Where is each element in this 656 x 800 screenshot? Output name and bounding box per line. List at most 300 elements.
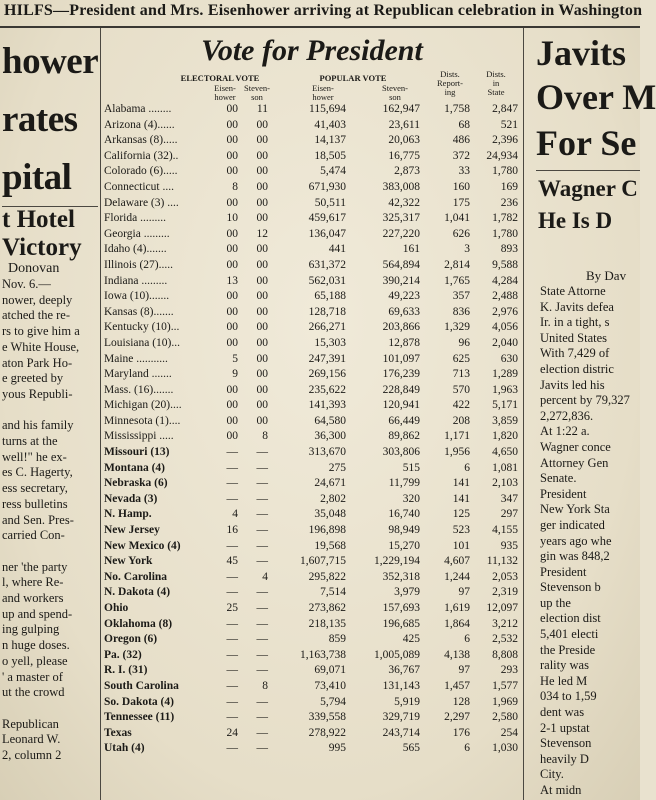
districts-in-state-cell: 1,969 [492,695,518,708]
table-row [102,227,522,243]
left-body-line: Leonard W. [2,732,61,747]
table-row [102,352,522,368]
districts-reporting-cell: 96 [458,336,470,349]
districts-in-state-cell: 236 [500,196,518,209]
districts-in-state-cell: 630 [500,352,518,365]
right-body-line: ger indicated [540,517,605,532]
state-name-cell: South Carolina [104,679,179,692]
popular-eisenhower-cell: 136,047 [308,227,346,240]
districts-reporting-cell: 372 [452,149,470,162]
state-name-cell: Kentucky (10)... [104,321,180,334]
left-body-line: and Sen. Pres- [2,512,74,527]
districts-reporting-cell: 4,138 [444,648,470,661]
electoral-eisenhower-cell: — [226,570,238,583]
districts-reporting-cell: 1,171 [444,430,470,443]
table-row [102,196,522,212]
left-body-line: yous Republi- [2,386,73,401]
popular-stevenson-cell: 176,239 [382,368,420,381]
popular-stevenson-cell: 2,873 [394,165,420,178]
districts-reporting-cell: 2,814 [444,258,470,271]
popular-eisenhower-cell: 247,391 [308,352,346,365]
popular-eisenhower-cell: 128,718 [308,305,346,318]
left-body-line: o yell, please [2,653,68,668]
districts-in-state-cell: 521 [500,118,518,131]
districts-reporting-cell: 128 [452,695,470,708]
popular-eisenhower-cell: 1,163,738 [300,648,346,661]
districts-in-state-cell: 935 [500,539,518,552]
right-body-line: City. [540,767,564,782]
districts-reporting-cell: 626 [452,227,470,240]
districts-reporting-cell: 2,297 [444,711,470,724]
districts-in-state-cell: 1,780 [492,227,518,240]
right-body-line: heavily D [540,751,589,766]
left-body-line: n huge doses. [2,638,70,653]
districts-in-state-cell: 293 [500,664,518,677]
districts-reporting-cell: 97 [458,664,470,677]
electoral-stevenson-cell: — [256,617,268,630]
state-name-cell: So. Dakota (4) [104,695,174,708]
electoral-eisenhower-cell: 00 [226,305,238,318]
popular-stevenson-cell: 325,317 [382,212,420,225]
popular-eisenhower-cell: 2,802 [320,492,346,505]
districts-reporting-cell: 175 [452,196,470,209]
districts-in-state-cell: 4,284 [492,274,518,287]
popular-stevenson-cell: 565 [402,742,420,755]
districts-reporting-cell: 6 [464,633,470,646]
left-body-line: turns at the [2,434,58,449]
popular-stevenson-cell: 1,229,194 [374,555,420,568]
electoral-eisenhower-cell: 00 [226,290,238,303]
electoral-stevenson-cell: 11 [256,103,268,115]
electoral-stevenson-cell: — [256,695,268,708]
right-body-line: United States [540,330,608,345]
popular-eisenhower-cell: 65,188 [314,290,346,303]
popular-stevenson-cell: 228,849 [382,383,420,396]
districts-in-state-cell: 3,212 [492,617,518,630]
table-row [102,710,522,726]
electoral-stevenson-cell: 4 [262,570,268,583]
left-body-line: ing gulping [2,622,60,637]
districts-reporting-cell: 6 [464,461,470,474]
electoral-stevenson-cell: 00 [256,368,268,381]
right-body-line: President [540,486,587,501]
electoral-stevenson-cell: 00 [256,118,268,131]
popular-stevenson-cell: 352,318 [382,570,420,583]
popular-eisenhower-cell: 313,670 [308,446,346,459]
state-name-cell: Missouri (13) [104,446,170,459]
column-rule-left [100,28,101,800]
popular-stevenson-cell: 196,685 [382,617,420,630]
districts-in-state-cell: 9,588 [492,258,518,271]
districts-in-state-cell: 2,580 [492,711,518,724]
state-name-cell: Connecticut .... [104,180,174,193]
popular-eisenhower-cell: 5,474 [320,165,346,178]
state-name-cell: Michigan (20).... [104,399,182,412]
electoral-stevenson-cell: 00 [256,196,268,209]
districts-reporting-cell: 836 [452,305,470,318]
popular-eisenhower-cell: 73,410 [314,679,346,692]
state-name-cell: No. Carolina [104,570,168,583]
right-body-line: 2,272,836. [540,408,594,423]
right-headline-line: Over M [536,77,656,117]
districts-reporting-cell: 101 [452,539,470,552]
popular-stevenson-cell: 20,063 [388,134,420,147]
popular-eisenhower-cell: 269,156 [308,368,346,381]
popular-stevenson-cell: 36,767 [388,664,420,677]
districts-in-state-cell: 4,650 [492,446,518,459]
districts-in-state-cell: 1,780 [492,165,518,178]
electoral-stevenson-cell: — [256,524,268,537]
districts-in-state-cell: 347 [500,492,518,505]
popular-stevenson-cell: 161 [402,243,420,256]
table-row [102,570,522,586]
districts-reporting-cell: 523 [452,524,470,537]
popular-eisenhower-cell: 441 [328,243,346,256]
popular-eisenhower-cell: 69,071 [314,664,346,677]
left-body-line: up and spend- [2,606,73,621]
state-name-cell: New Mexico (4) [104,539,181,552]
state-name-cell: Ohio [104,602,129,614]
popular-stevenson-cell: 227,220 [382,227,420,240]
electoral-stevenson-cell: 00 [256,243,268,256]
electoral-eisenhower-cell: — [226,648,238,661]
electoral-stevenson-cell: 00 [256,212,268,225]
districts-in-state-cell: 1,030 [492,742,518,755]
table-row [102,601,522,617]
right-body-line: He led M [540,673,588,688]
table-row [102,539,522,555]
left-byline: Donovan [8,261,60,276]
districts-in-state-cell: 2,396 [492,134,518,147]
popular-stevenson-cell: 1,005,089 [374,648,420,661]
state-name-cell: Alabama ........ [104,103,172,115]
table-row [102,632,522,648]
districts-in-state-cell: 1,963 [492,383,518,396]
popular-stevenson-cell: 12,878 [388,336,420,349]
right-body-text [540,284,640,799]
table-row [102,461,522,477]
right-body-line: 2-1 upstat [540,720,590,735]
col-header-dists-reporting: Dists. Report- ing [437,69,463,97]
electoral-stevenson-cell: 00 [256,305,268,318]
state-name-cell: Tennessee (11) [104,711,175,724]
popular-eisenhower-cell: 5,794 [320,695,346,708]
right-body-line: up the [540,595,571,610]
districts-in-state-cell: 2,053 [492,570,518,583]
electoral-stevenson-cell: 12 [256,227,268,240]
popular-eisenhower-cell: 14,137 [314,134,346,147]
popular-eisenhower-cell: 196,898 [308,524,346,537]
districts-reporting-cell: 160 [452,180,470,193]
right-body-line: Stevenson b [540,580,601,595]
state-name-cell: Mississippi ..... [104,430,174,443]
left-body-text [2,277,98,764]
right-byline: By Dav [586,268,627,283]
popular-stevenson-cell: 383,008 [382,180,420,193]
state-name-cell: Idaho (4)....... [104,243,167,256]
state-name-cell: N. Hamp. [104,508,152,521]
popular-stevenson-cell: 16,740 [388,508,420,521]
table-row [102,211,522,227]
popular-eisenhower-cell: 115,694 [309,103,346,115]
popular-stevenson-cell: 98,949 [388,524,420,537]
popular-eisenhower-cell: 235,622 [308,383,346,396]
electoral-eisenhower-cell: 00 [226,243,238,256]
left-body-line: ' a master of [2,669,63,684]
districts-in-state-cell: 893 [500,243,518,256]
electoral-eisenhower-cell: 00 [226,336,238,349]
districts-in-state-cell: 2,103 [492,477,518,490]
state-name-cell: Colorado (6)..... [104,165,178,178]
top-caption-text: HILFS—President and Mrs. Eisenhower arriving at Republican celebration in Washington [4,2,643,19]
state-name-cell: R. I. (31) [104,664,148,677]
right-body-line: election distric [540,361,614,376]
right-body-line: Wagner conce [540,439,611,454]
popular-eisenhower-cell: 859 [328,633,346,646]
table-row [102,617,522,633]
table-row [102,398,522,414]
electoral-stevenson-cell: — [256,726,268,739]
electoral-eisenhower-cell: — [226,461,238,474]
popular-eisenhower-cell: 275 [328,461,346,474]
districts-in-state-cell: 254 [500,726,518,739]
table-row [102,336,522,352]
electoral-stevenson-cell: 8 [262,679,268,692]
districts-reporting-cell: 125 [452,508,470,521]
table-row [102,476,522,492]
right-body-line: New York Sta [540,502,610,517]
districts-reporting-cell: 625 [452,352,470,365]
districts-in-state-cell: 1,289 [492,368,518,381]
state-name-cell: Iowa (10)....... [104,290,170,303]
table-row [102,429,522,445]
left-body-line: and workers [2,591,64,606]
left-body-line: and his family [2,418,74,433]
electoral-stevenson-cell: 00 [256,321,268,334]
districts-reporting-cell: 1,329 [444,321,470,334]
districts-in-state-cell: 1,782 [492,212,518,225]
electoral-stevenson-cell: 00 [256,352,268,365]
electoral-stevenson-cell: — [256,711,268,724]
popular-eisenhower-cell: 295,822 [308,570,346,583]
popular-stevenson-cell: 69,633 [388,305,420,318]
districts-in-state-cell: 2,488 [492,290,518,303]
districts-in-state-cell: 11,132 [486,555,518,568]
districts-reporting-cell: 176 [452,726,470,739]
electoral-eisenhower-cell: — [226,633,238,646]
right-body-line: Javits led his [540,377,605,392]
electoral-stevenson-cell: 00 [256,383,268,396]
right-body-line: the Preside [540,642,596,657]
left-body-line: aton Park Ho- [2,355,73,370]
districts-in-state-cell: 2,319 [492,586,518,599]
electoral-stevenson-cell: 00 [256,149,268,162]
state-name-cell: Georgia ......... [104,227,170,240]
electoral-eisenhower-cell: 00 [226,383,238,396]
districts-reporting-cell: 357 [452,290,470,303]
popular-stevenson-cell: 320 [402,492,420,505]
popular-stevenson-cell: 564,894 [382,258,420,271]
left-subhead-line: Victory [2,234,82,261]
table-row [102,289,522,305]
electoral-eisenhower-cell: — [226,477,238,490]
state-name-cell: Illinois (27)..... [104,258,173,271]
table-row [102,164,522,180]
districts-in-state-cell: 3,859 [492,414,518,427]
left-body-line: e greeted by [2,371,64,386]
left-body-line: 2, column 2 [2,748,62,763]
electoral-stevenson-cell: 00 [256,414,268,427]
electoral-eisenhower-cell: — [226,539,238,552]
state-name-cell: Delaware (3) .... [104,196,179,209]
electoral-eisenhower-cell: 00 [226,430,238,443]
state-name-cell: Minnesota (1).... [104,414,181,427]
left-body-line: nower, deeply [2,292,73,307]
right-headline-line: For Se [536,123,637,163]
table-row [102,445,522,461]
districts-reporting-cell: 713 [452,368,470,381]
districts-in-state-cell: 1,081 [492,461,518,474]
state-name-cell: Arizona (4)...... [104,118,175,131]
popular-stevenson-cell: 15,270 [388,539,420,552]
state-name-cell: New Jersey [104,524,160,537]
left-body-line: ner 'the party [2,559,68,574]
electoral-stevenson-cell: — [256,539,268,552]
left-body-line [2,403,98,419]
state-name-cell: Oregon (6) [104,633,158,646]
table-row [102,180,522,196]
districts-in-state-cell: 12,097 [486,602,518,614]
state-name-cell: California (32).. [104,149,179,162]
districts-reporting-cell: 6 [464,742,470,755]
electoral-stevenson-cell: — [256,492,268,505]
table-row [102,242,522,258]
vote-table-section [102,28,522,800]
vote-table-rows [102,102,522,757]
popular-stevenson-cell: 66,449 [388,414,420,427]
right-body-line: K. Javits defea [540,299,614,314]
districts-reporting-cell: 422 [452,399,470,412]
state-name-cell: Mass. (16)....... [104,383,174,396]
table-row [102,305,522,321]
popular-stevenson-cell: 42,322 [388,196,420,209]
popular-eisenhower-cell: 64,580 [314,414,346,427]
popular-eisenhower-cell: 339,558 [308,711,346,724]
electoral-stevenson-cell: — [256,446,268,459]
state-name-cell: N. Dakota (4) [104,586,171,599]
electoral-eisenhower-cell: 00 [226,165,238,178]
table-row [102,383,522,399]
table-row [102,679,522,695]
electoral-eisenhower-cell: 24 [226,726,238,739]
electoral-eisenhower-cell: — [226,679,238,692]
districts-reporting-cell: 1,244 [444,570,470,583]
electoral-eisenhower-cell: 00 [226,103,238,115]
left-body-line [2,544,98,560]
table-row [102,133,522,149]
electoral-stevenson-cell: 00 [256,165,268,178]
electoral-stevenson-cell: 00 [256,180,268,193]
electoral-eisenhower-cell: 16 [226,524,238,537]
electoral-eisenhower-cell: 8 [232,180,238,193]
right-body-line: State Attorne [540,284,606,298]
districts-in-state-cell: 4,056 [492,321,518,334]
districts-reporting-cell: 97 [458,586,470,599]
electoral-stevenson-cell: 00 [256,258,268,271]
popular-eisenhower-cell: 19,568 [314,539,346,552]
col-header-elec-eisenhower: Eisen- hower [214,83,236,102]
left-headline-line: rates [2,99,78,140]
districts-reporting-cell: 141 [452,477,470,490]
state-name-cell: New York [104,555,153,568]
right-subhead-line: Wagner C [538,176,638,201]
popular-stevenson-cell: 3,979 [394,586,420,599]
table-row [102,320,522,336]
table-row [102,367,522,383]
electoral-eisenhower-cell: 00 [226,399,238,412]
districts-in-state-cell: 2,847 [492,103,518,115]
electoral-stevenson-cell: 00 [256,134,268,147]
electoral-stevenson-cell: — [256,477,268,490]
col-header-elec-stevenson: Steven- son [244,83,270,102]
popular-eisenhower-cell: 7,514 [320,586,346,599]
right-subhead-line: He Is D [538,208,613,233]
districts-in-state-cell: 1,820 [492,430,518,443]
right-body-line: percent by 79,327 [540,393,630,408]
state-name-cell: Louisiana (10)... [104,336,181,349]
electoral-stevenson-cell: — [256,555,268,568]
electoral-eisenhower-cell: 5 [232,352,238,365]
state-name-cell: Utah (4) [104,742,145,755]
right-headline-line: Javits [536,33,626,73]
left-body-line: ress bulletins [2,496,68,511]
vote-table-title: Vote for President [201,34,423,67]
electoral-eisenhower-cell: — [226,664,238,677]
table-row [102,274,522,290]
state-name-cell: Montana (4) [104,461,166,474]
electoral-eisenhower-cell: — [226,492,238,505]
table-row [102,149,522,165]
electoral-stevenson-cell: 00 [256,336,268,349]
popular-vote-header: POPULAR VOTE [319,73,387,83]
districts-in-state-cell: 5,171 [492,399,518,412]
right-body-line: Attorney Gen [540,455,609,470]
popular-eisenhower-cell: 24,671 [314,477,346,490]
table-row [102,102,522,118]
popular-stevenson-cell: 162,947 [382,103,420,115]
col-header-pop-stevenson: Steven- son [382,83,408,102]
popular-stevenson-cell: 5,919 [394,695,420,708]
electoral-eisenhower-cell: 25 [226,602,238,614]
left-headline-line: pital [2,157,72,198]
left-subhead-line: t Hotel [2,206,75,233]
electoral-stevenson-cell: — [256,461,268,474]
popular-eisenhower-cell: 50,511 [314,196,346,209]
popular-stevenson-cell: 303,806 [382,446,420,459]
table-row [102,741,522,757]
right-body-line: With 7,429 of [540,346,610,361]
state-name-cell: Pa. (32) [104,648,142,661]
right-body-line: President [540,564,587,579]
electoral-eisenhower-cell: 00 [226,118,238,131]
popular-stevenson-cell: 131,143 [382,679,420,692]
right-body-line: Stevenson [540,736,592,751]
left-body-line: Republican [2,716,59,731]
electoral-stevenson-cell: — [256,664,268,677]
districts-in-state-cell: 24,934 [486,149,518,162]
districts-reporting-cell: 1,864 [444,617,470,630]
table-row [102,492,522,508]
